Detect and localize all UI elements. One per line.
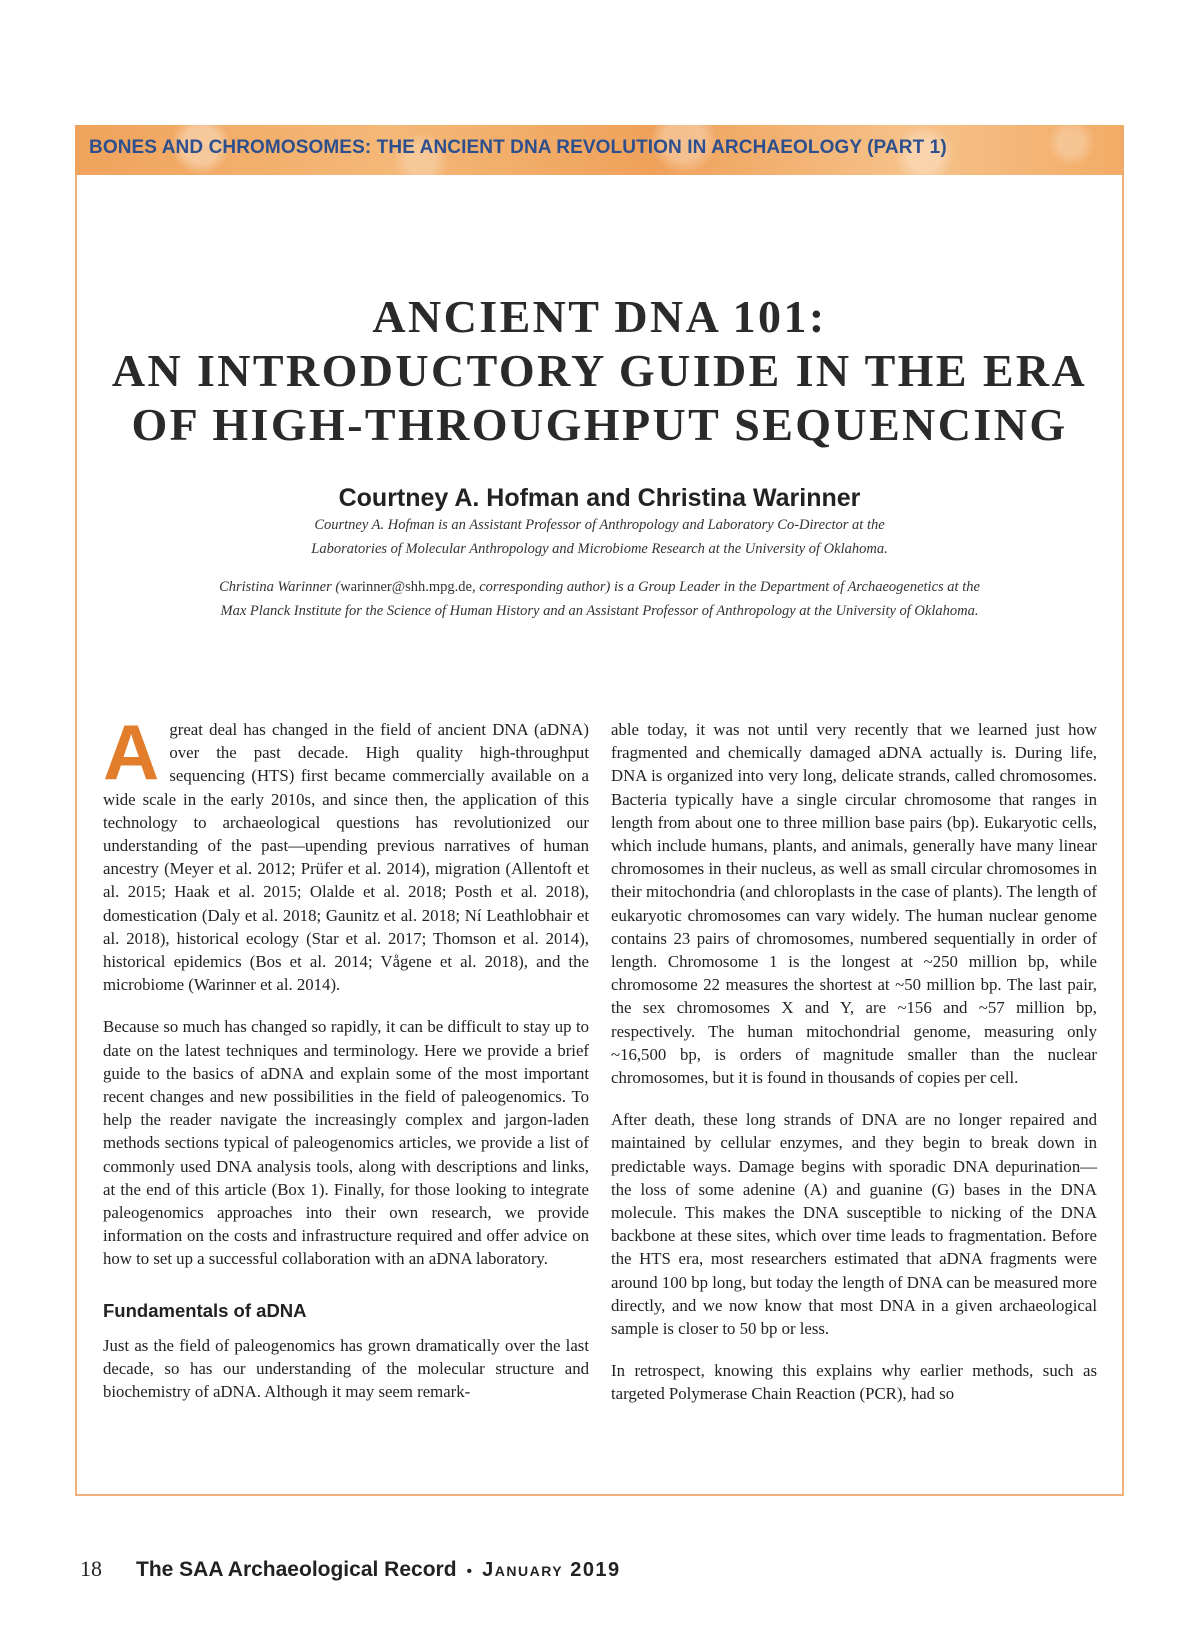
overview-paragraph: Because so much has changed so rapidly, it can be difficult to stay up to date on the latest techniques and terminology. Here we provide a brief guide to the basics of aDNA and explain some of the most important recent changes and new possibilities in the field of paleogenomics. To help the reader navigate the increasingly complex and jargon-laden methods sections typical of paleogenomics articles, we provide a list of commonly used DNA analysis tools, along with descriptions and links, at the end of this article (Box 1). Finally, for those looking to integrate paleogenomics approaches into their own research, we provide information on the costs and infrastructure required and offer advice on how to set up a successful collaboration with an aDNA laboratory. — [103, 1017, 589, 1269]
chromosome-paragraph: able today, it was not until very recently that we learned just how fragmented and chemically damaged aDNA actually is. During life, DNA is organized into very long, delicate strands, called chromosomes. Bacteria typically have a single circular chromosome that ranges in length from about one to three million base pairs (bp). Eukaryotic cells, which include humans, plants, and animals, generally have many linear chromosomes in their nucleus, as well as small circular chromosomes in their mitochondria (and chloroplasts in the case of plants). The length of eukaryotic chromosomes can vary widely. The human nuclear genome contains 23 pairs of chromosomes, numbered sequentially in order of length. Chromosome 1 is the longest at ~250 million bp, while chromosome 22 measures the shortest at ~50 million bp. The last pair, the sex chromosomes X and Y, are ~156 and ~57 million bp, respectively. The human mitochondrial genome, measuring only ~16,500 bp, is orders of magnitude smaller than the nuclear chromosomes, but it is found in thousands of copies per cell. — [611, 720, 1097, 1088]
affiliation-warinner-line-1 — [75, 575, 1124, 599]
banner-title: BONES AND CHROMOSOMES: THE ANCIENT DNA REVOLUTION IN ARCHAEOLOGY (PART 1) — [89, 137, 947, 158]
warinner-name: Christina Warinner ( — [219, 579, 341, 595]
author-names: Courtney A. Hofman and Christina Warinner — [338, 484, 861, 512]
title-line-2: AN INTRODUCTORY GUIDE IN THE ERA — [111, 345, 1088, 396]
title-line-3: OF HIGH-THROUGHPUT SEQUENCING — [131, 399, 1068, 450]
affiliation-hofman-line-2: Laboratories of Molecular Anthropology and Microbiome Research at the University of Oklahoma. — [311, 541, 888, 557]
warinner-email-link[interactable]: warinner@shh.mpg.de — [340, 579, 472, 595]
section-heading-fundamentals: Fundamentals of aDNA — [103, 1299, 307, 1321]
warinner-role: , corresponding author) is a Group Leader in the Department of Archaeogenetics at the — [471, 579, 980, 595]
intro-paragraph — [103, 708, 589, 996]
degradation-paragraph: After death, these long strands of DNA are no longer repaired and maintained by cellular enzymes, and they begin to break down in predictable ways. Damage begins with sporadic DNA depurination—the loss of some adenine (A) and guanine (G) bases in the DNA molecule. This makes the DNA susceptible to nicking of the DNA backbone at these sites, which over time leads to fragmentation. Before the HTS era, most researchers estimated that aDNA fragments were around 100 bp long, but today the length of DNA can be measured more directly, and we now know that most DNA in a given archaeological sample is closer to 50 bp or less. — [611, 1110, 1097, 1339]
affiliation-hofman — [75, 513, 1124, 561]
affiliation-warinner — [75, 575, 1124, 623]
title-line-1: ANCIENT DNA 101: — [372, 291, 827, 342]
article-title — [75, 290, 1124, 452]
right-column — [611, 718, 1097, 1425]
page-footer — [80, 1556, 621, 1582]
journal-name: The SAA Archaeological Record — [136, 1558, 457, 1581]
affiliation-hofman-line-1: Courtney A. Hofman is an Assistant Professor of Anthropology and Laboratory Co-Director at the — [314, 517, 885, 533]
page-number: 18 — [80, 1556, 102, 1581]
intro-paragraph-text: great deal has changed in the field of ancient DNA (aDNA) over the past decade. High quality high-throughput sequencing (HTS) first became commercially available on a wide scale in the early 2010s, and since then, the application of this technology to archaeological questions has revolutionized our understanding of the past—upending previous narratives of human ancestry (Meyer et al. 2012; Prüfer et al. 2014), migration (Allentoft et al. 2015; Haak et al. 2015; Olalde et al. 2018; Posth et al. 2018), domestication (Daly et al. 2018; Gaunitz et al. 2018; Ní Leathlobhair et al. 2018), historical ecology (Star et al. 2017; Thomson et al. 2014), historical epidemics (Bos et al. 2014; Vågene et al. 2018), and the microbiome (Warinner et al. 2014). — [103, 720, 589, 995]
affiliation-warinner-line-2: Max Planck Institute for the Science of Human History and an Assistant Professor of Anthropology at the University of Oklahoma. — [220, 603, 979, 619]
left-column — [103, 708, 589, 1422]
issue-date: January 2019 — [482, 1559, 621, 1581]
section-banner — [75, 125, 1124, 175]
footer-bullet: • — [466, 1563, 473, 1580]
fundamentals-paragraph: Just as the field of paleogenomics has grown dramatically over the last decade, so has our understanding of the molecular structure and biochemistry of aDNA. Although it may seem remark- — [103, 1335, 589, 1402]
retrospect-paragraph: In retrospect, knowing this explains why earlier methods, such as targeted Polymerase Chain Reaction (PCR), had so — [611, 1361, 1097, 1404]
drop-cap: A — [103, 708, 160, 796]
